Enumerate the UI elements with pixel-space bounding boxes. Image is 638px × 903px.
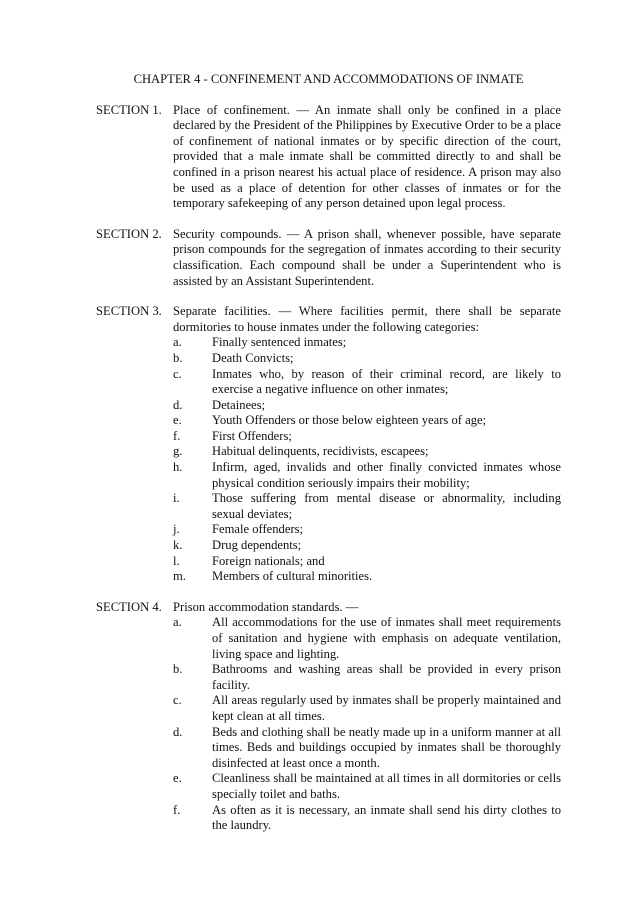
list-item-letter: b. — [173, 350, 183, 365]
list-item — [173, 351, 561, 367]
list-item-text: All areas regularly used by inmates shall be properly maintained and kept clean at all times. — [212, 693, 561, 723]
list-item — [173, 538, 561, 554]
section-text: Place of confinement. — An inmate shall only be confined in a place declared by the President of the Philippines by Executive Order to be a place of confinement of national inmates or by specific direction of the court, provided that a male inmate shall be committed directly to and shall be confined in a prison nearest his actual place of residence. A prison may also be used as a place of detention for other classes of inmates or for the temporary safekeeping of any person detained upon legal process. — [173, 102, 561, 211]
list-item-letter: l. — [173, 553, 180, 568]
section-4 — [96, 600, 561, 834]
section-body — [173, 304, 561, 585]
list-item-letter: k. — [173, 538, 183, 553]
list-item — [173, 398, 561, 414]
list-item-letter: a. — [173, 335, 182, 350]
list-item — [173, 491, 561, 522]
list-item-text: All accommodations for the use of inmates shall meet requirements of sanitation and hygiene with emphasis on adequate ventilation, living space and lighting. — [212, 615, 561, 661]
list-item-text: Inmates who, by reason of their criminal record, are likely to exercise a negative influence on other inmates; — [212, 366, 561, 397]
section-body — [173, 600, 561, 834]
list-item — [173, 444, 561, 460]
list-item-letter: g. — [173, 444, 183, 459]
list-item-text: Foreign nationals; and — [212, 553, 325, 568]
section-label: SECTION 2. — [96, 226, 162, 241]
list-item-text: Drug dependents; — [212, 538, 302, 553]
list-item — [173, 367, 561, 398]
list-item-letter: d. — [173, 724, 183, 739]
list-item-letter: f. — [173, 802, 181, 817]
list-item — [173, 522, 561, 538]
list-item — [173, 693, 561, 724]
section-3 — [96, 304, 561, 585]
list-item-text: Finally sentenced inmates; — [212, 335, 347, 350]
section-1 — [96, 103, 561, 212]
list-item-text: First Offenders; — [212, 428, 292, 443]
list-item-text: As often as it is necessary, an inmate shall send his dirty clothes to the laundry. — [212, 802, 561, 833]
document-page — [96, 72, 561, 849]
list-item-letter: i. — [173, 491, 180, 506]
section-item-list — [173, 615, 561, 833]
list-item-letter: m. — [173, 569, 186, 584]
sections-container — [96, 103, 561, 834]
section-body — [173, 103, 561, 212]
list-item-letter: e. — [173, 413, 182, 428]
list-item — [173, 771, 561, 802]
list-item-text: Habitual delinquents, recidivists, escapees; — [212, 444, 429, 459]
section-body — [173, 227, 561, 289]
section-text: Prison accommodation standards. — — [173, 599, 359, 614]
list-item-text: Those suffering from mental disease or abnormality, including sexual deviates; — [212, 491, 561, 521]
list-item-text: Female offenders; — [212, 522, 304, 537]
section-label: SECTION 1. — [96, 102, 162, 117]
list-item — [173, 413, 561, 429]
list-item-text: Cleanliness shall be maintained at all times in all dormitories or cells specially toilet and baths. — [212, 771, 561, 801]
list-item — [173, 662, 561, 693]
list-item-letter: b. — [173, 662, 183, 677]
section-2 — [96, 227, 561, 289]
list-item-letter: d. — [173, 397, 183, 412]
list-item-text: Beds and clothing shall be neatly made up in a uniform manner at all times. Beds and buildings occupied by inmates shall be thoroughly disinfected at least once a month. — [212, 724, 561, 770]
section-text: Separate facilities. — Where facilities permit, there shall be separate dormitories to house inmates under the following categories: — [173, 304, 561, 334]
list-item-text: Youth Offenders or those below eighteen years of age; — [212, 413, 487, 428]
list-item-letter: j. — [173, 522, 180, 537]
list-item-letter: f. — [173, 428, 181, 443]
chapter-title: CHAPTER 4 - CONFINEMENT AND ACCOMMODATIONS OF INMATE — [133, 72, 524, 86]
list-item — [173, 725, 561, 772]
list-item — [173, 554, 561, 570]
section-label: SECTION 3. — [96, 304, 162, 319]
list-item — [173, 803, 561, 834]
section-text: Security compounds. — A prison shall, whenever possible, have separate prison compounds for the segregation of inmates according to their security classification. Each compound shall be under a Superintendent who is assisted by an Assistant Superintendent. — [173, 226, 561, 288]
list-item-letter: h. — [173, 460, 183, 475]
section-label: SECTION 4. — [96, 599, 162, 614]
list-item-letter: c. — [173, 693, 182, 708]
list-item-text: Bathrooms and washing areas shall be provided in every prison facility. — [212, 662, 561, 692]
list-item-letter: e. — [173, 771, 182, 786]
list-item-text: Infirm, aged, invalids and other finally convicted inmates whose physical condition seriously impairs their mobility; — [212, 460, 561, 490]
list-item-letter: c. — [173, 366, 182, 381]
list-item — [173, 335, 561, 351]
list-item-text: Members of cultural minorities. — [212, 569, 373, 584]
list-item — [173, 429, 561, 445]
list-item-letter: a. — [173, 615, 182, 630]
section-item-list — [173, 335, 561, 585]
list-item-text: Death Convicts; — [212, 350, 294, 365]
list-item — [173, 615, 561, 662]
list-item — [173, 569, 561, 585]
list-item — [173, 460, 561, 491]
list-item-text: Detainees; — [212, 397, 266, 412]
